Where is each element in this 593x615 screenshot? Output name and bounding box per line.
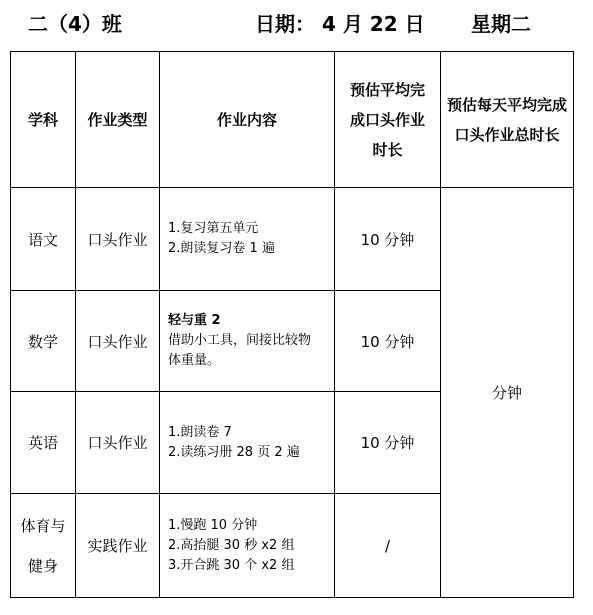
duration-cell: 10 分钟 <box>335 392 441 494</box>
type-cell: 口头作业 <box>76 188 160 291</box>
page-header <box>28 8 593 36</box>
header-total-time-line: 口头作业总时长 <box>454 125 560 144</box>
date-label: 日期： 4 月 22 日 <box>255 12 425 36</box>
subject-cell <box>11 392 76 494</box>
duration-cell: / <box>335 494 441 598</box>
type-cell: 口头作业 <box>76 291 160 392</box>
content-line: 3.开合跳 30 个 x2 组 <box>168 557 295 573</box>
header-est-time-line: 预估平均完 <box>349 80 425 99</box>
content-line: 2.读练习册 28 页 2 遍 <box>168 444 300 460</box>
homework-table <box>10 51 574 598</box>
content-cell <box>160 392 335 494</box>
content-line: 1.复习第五单元 <box>168 221 259 236</box>
header-content: 作业内容 <box>160 52 335 188</box>
content-cell <box>160 494 335 598</box>
duration-cell: 10 分钟 <box>335 188 441 291</box>
header-subject: 学科 <box>11 52 76 188</box>
total-duration-cell: 分钟 <box>441 188 574 598</box>
content-line: 轻与重 2 <box>168 313 221 328</box>
content-line: 体重量。 <box>168 353 221 368</box>
content-line: 2.高抬腿 30 秒 x2 组 <box>168 537 295 553</box>
weekday-label: 星期二 <box>471 12 531 36</box>
subject-cell <box>11 291 76 392</box>
type-cell: 口头作业 <box>76 392 160 494</box>
content-line: 借助小工具，间接比较物 <box>168 333 312 348</box>
content-line: 2.朗读复习卷 1 遍 <box>168 241 275 256</box>
subject-text: 英语 <box>27 434 58 452</box>
content-line: 1.朗读卷 7 <box>168 424 232 440</box>
duration-cell: 10 分钟 <box>335 291 441 392</box>
header-row <box>11 52 574 188</box>
subject-text: 数学 <box>27 332 58 351</box>
header-est-time-line: 成口头作业 <box>349 110 425 129</box>
content-cell <box>160 291 335 392</box>
subject-text: 语文 <box>27 230 58 249</box>
type-cell: 实践作业 <box>76 494 160 598</box>
header-type: 作业类型 <box>76 52 160 188</box>
header-total-time-line: 预估每天平均完成 <box>446 95 567 114</box>
subject-cell <box>11 494 76 598</box>
subject-text: 体育与 <box>20 516 66 535</box>
subject-text: 健身 <box>27 556 58 575</box>
class-label: 二（4）班 <box>28 12 122 36</box>
subject-cell <box>11 188 76 291</box>
content-cell <box>160 188 335 291</box>
header-est-time <box>335 52 441 188</box>
content-line: 1.慢跑 10 分钟 <box>168 517 258 533</box>
header-total-time <box>441 52 574 188</box>
header-est-time-line: 时长 <box>372 140 403 159</box>
table-row <box>11 188 574 291</box>
